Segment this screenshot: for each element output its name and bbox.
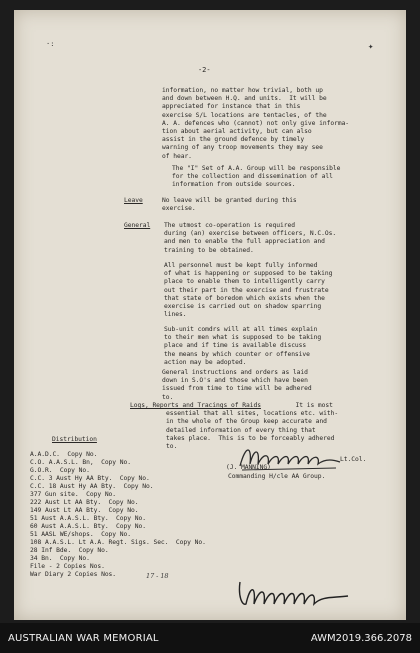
text-line: warning of any troop movements they may see — [162, 144, 323, 152]
signature-rank: Lt.Col. — [340, 456, 367, 463]
heading-general: General — [124, 222, 151, 229]
text-line: to their men what is supposed to be taking — [164, 334, 322, 342]
distribution-entry: C.C. 3 Aust Hy AA Bty. Copy No. — [30, 475, 150, 482]
handwritten-copy-numbers: 17 - 18 — [146, 572, 169, 580]
text-line: assist in the ground defence by timely — [162, 136, 305, 144]
page-number: -2- — [198, 66, 211, 74]
distribution-entry: War Diary 2 Copies Nos. — [30, 571, 117, 578]
heading-distribution: Distribution — [52, 436, 97, 443]
text-line: that state of boredom which exists when the — [164, 294, 325, 302]
bottom-signature — [236, 576, 356, 612]
text-line: place and if time is available discuss — [164, 342, 307, 350]
text-line: exercise is carried out on shadow sparring — [164, 303, 322, 310]
footer-bar — [0, 623, 420, 653]
distribution-entry: 51 AASL WE/shops. Copy No. — [30, 531, 132, 538]
text-line: exercise. — [162, 205, 196, 213]
text-line: exercise S/L locations are tentacles, of the — [162, 111, 327, 119]
text-line: issued from time to time will be adhered — [162, 385, 312, 393]
text-line: The utmost co-operation is required — [164, 222, 295, 229]
punch-mark-left: ·: — [46, 40, 55, 48]
text-line: The "I" Set of A.A. Group will be responsible — [172, 165, 341, 172]
text-line: and men to enable the full appreciation and — [164, 238, 325, 246]
distribution-entry: G.O.R. Copy No. — [30, 467, 90, 474]
punch-mark-right: ✦ — [368, 42, 374, 52]
text-line: A. A. defences who (cannot) not only give informa- — [162, 119, 350, 127]
text-line: the means by which counter or offensive — [164, 350, 310, 358]
distribution-entry: 108 A.A.S.L. Lt A.A. Regt. Sigs. Sec. Copy No. — [30, 539, 206, 546]
text-line: for the collection and dissemination of all — [172, 173, 333, 181]
distribution-entry: 34 Bn. Copy No. — [30, 555, 90, 562]
text-line: No leave will be granted during this — [162, 197, 297, 204]
text-line: tion about aerial activity, but can also — [162, 128, 312, 135]
distribution-entry: 51 Aust A.A.S.L. Bty. Copy No. — [30, 515, 146, 522]
text-line: down in S.O's and those which have been — [162, 377, 308, 385]
text-line: to. — [162, 393, 174, 401]
text-line: during (an) exercise between officers, N.C.Os. — [164, 230, 337, 238]
heading-logs-reports: Logs, Reports and Tracings of Raids — [130, 402, 261, 409]
text-line: training to be obtained. — [164, 246, 254, 254]
text-line: All personnel must be kept fully informed — [164, 262, 318, 269]
text-line: lines. — [164, 311, 187, 319]
distribution-entry: A.A.D.C. Copy No. — [30, 451, 98, 458]
text-line: of hear. — [162, 152, 192, 160]
text-line: Sub-unit comdrs will at all times explain — [164, 326, 318, 333]
distribution-entry: 28 Inf Bde. Copy No. — [30, 547, 109, 554]
distribution-entry: C.O. A.A.S.L. Bn, Copy No. — [30, 459, 132, 466]
text-line: to. — [166, 443, 178, 450]
text-line: place to enable them to intelligently carry — [164, 278, 325, 286]
distribution-entry: 222 Aust Lt AA Bty. Copy No. — [30, 499, 139, 506]
signature-title: Commanding H/cle AA Group. — [228, 473, 326, 480]
distribution-entry: File - 2 Copies Nos. — [30, 563, 105, 570]
text-line: action may be adopted. — [164, 358, 247, 366]
text-line: detailed information of every thing that — [166, 426, 316, 434]
text-line: in the whole of the Group keep accurate and — [166, 418, 327, 426]
text-line: essential that all sites, locations etc. with- — [166, 410, 339, 418]
distribution-entry: 149 Aust Lt AA Bty. Copy No. — [30, 507, 139, 514]
distribution-entry: 377 Gun site. Copy No. — [30, 491, 117, 498]
footer-accession-number: AWM2019.366.2078 — [310, 633, 412, 644]
heading-leave: Leave — [124, 197, 143, 204]
text-line: information from outside sources. — [172, 181, 296, 189]
text-line: takes place. This is to be forceably adhered — [166, 434, 335, 442]
distribution-entry: C.C. 18 Aust Hy AA Bty. Copy No. — [30, 483, 154, 490]
signature-name: (J. MANNING) — [226, 464, 271, 471]
text-line: of what is happening or supposed to be taking — [164, 270, 333, 278]
text-line: out their part in the exercise and frustrate — [164, 286, 329, 294]
text-line: appreciated for instance that in this — [162, 103, 301, 111]
text-line: and down between H.Q. and units. It will be — [162, 95, 327, 103]
footer-source-label: AUSTRALIAN WAR MEMORIAL — [8, 633, 159, 644]
text-line: It is most — [288, 402, 333, 409]
text-line: General instructions and orders as laid — [162, 369, 308, 376]
text-line: information, no matter how trivial, both up — [162, 87, 323, 94]
distribution-entry: 60 Aust A.A.S.L. Bty. Copy No. — [30, 523, 146, 530]
